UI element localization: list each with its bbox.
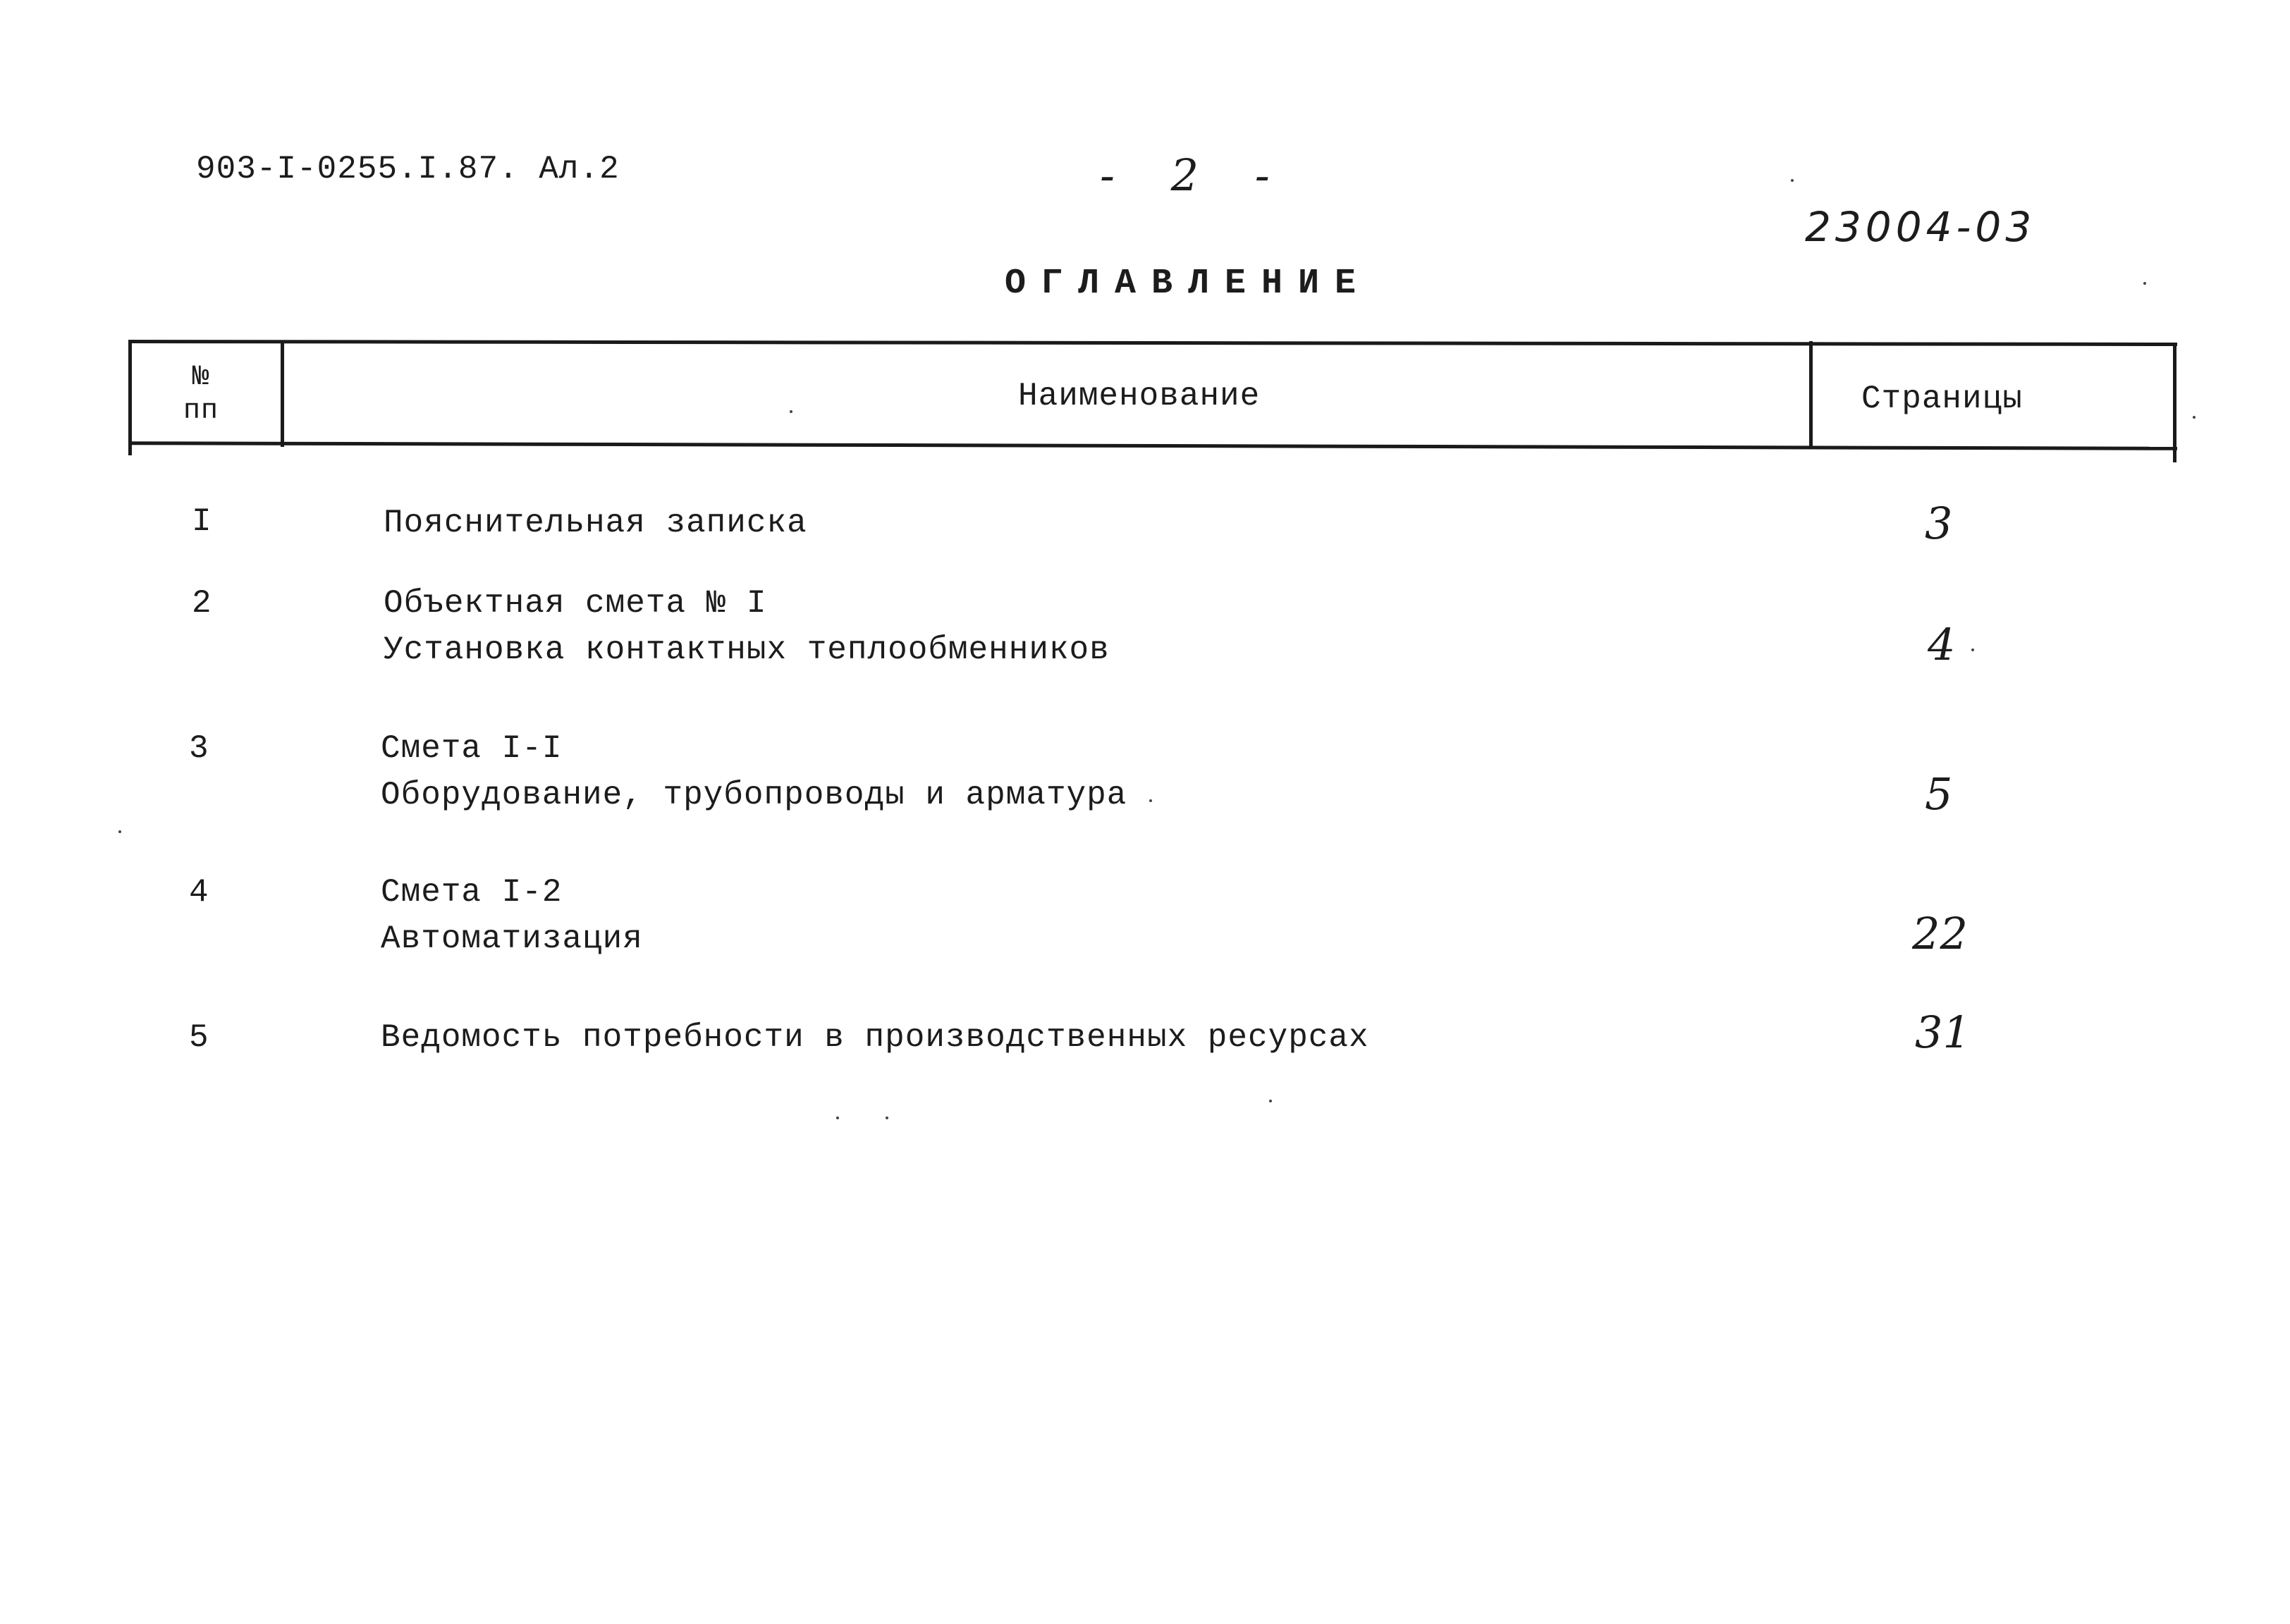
- row-number: 3: [189, 730, 209, 767]
- document-code: 903-I-0255.I.87. Ал.2: [196, 151, 620, 187]
- row-title: Смета I-2: [381, 874, 563, 911]
- scan-speck: [118, 830, 121, 833]
- scan-speck: [790, 410, 792, 413]
- row-title: Пояснительная записка: [384, 505, 807, 541]
- row-title: Ведомость потребности в производственных ресурсах: [381, 1019, 1369, 1056]
- scan-speck: [1269, 1100, 1272, 1102]
- row-number: I: [192, 503, 212, 540]
- row-subtitle: Автоматизация: [381, 921, 643, 957]
- row-subtitle: Оборудование, трубопроводы и арматура: [381, 777, 1127, 813]
- archive-stamp-number: 23004-03: [1805, 203, 2036, 251]
- scan-speck: [2143, 282, 2146, 285]
- column-divider-2: [1809, 341, 1813, 448]
- row-page: 5: [1925, 768, 1953, 820]
- table-left-border: [128, 341, 132, 455]
- scan-speck: [2193, 416, 2196, 419]
- page-title: ОГЛАВЛЕНИЕ: [1005, 264, 1372, 304]
- row-title: Объектная смета № I: [384, 585, 767, 622]
- scan-speck: [836, 1116, 839, 1119]
- table-top-border: [128, 340, 2177, 346]
- row-number: 2: [192, 585, 212, 622]
- scan-speck: [1791, 179, 1794, 182]
- column-header-pages: Страницы: [1861, 381, 2023, 417]
- table-right-border: [2173, 344, 2176, 462]
- row-page: 4: [1928, 619, 1956, 670]
- table-header-bottom-border: [128, 441, 2177, 450]
- row-number: 4: [189, 874, 209, 911]
- row-subtitle: Установка контактных теплообменников: [384, 632, 1110, 668]
- column-divider-1: [281, 341, 284, 447]
- column-header-name: Наименование: [1018, 378, 1261, 414]
- page-number: - 2 -: [1100, 149, 1291, 201]
- row-page: 22: [1912, 908, 1968, 959]
- row-page: 31: [1915, 1007, 1971, 1058]
- column-header-num: № пп: [183, 362, 219, 427]
- row-page: 3: [1925, 498, 1953, 549]
- row-title: Смета I-I: [381, 730, 563, 767]
- row-number: 5: [189, 1019, 209, 1056]
- scan-speck: [886, 1116, 888, 1119]
- scan-speck: [1971, 648, 1974, 651]
- scan-speck: [1149, 799, 1152, 802]
